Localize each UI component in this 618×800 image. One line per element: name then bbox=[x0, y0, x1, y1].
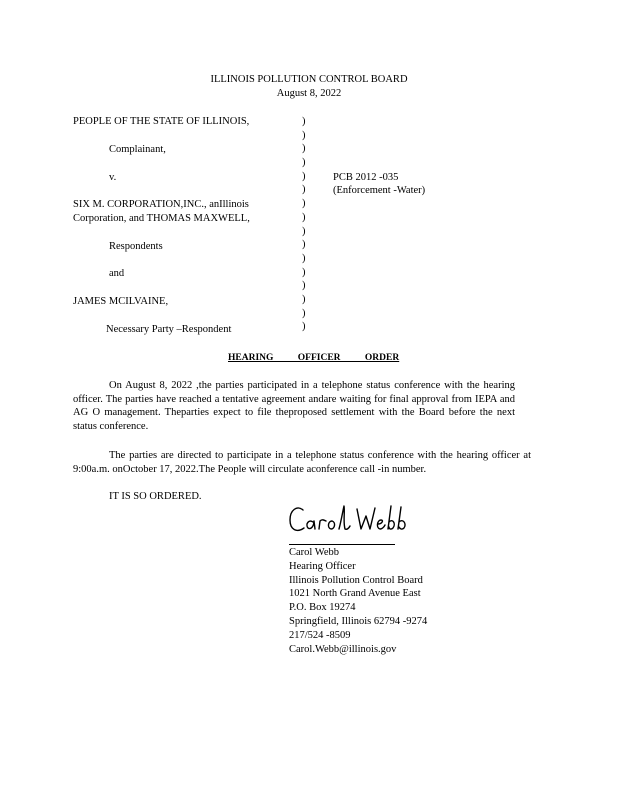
complainant-label: Complainant, bbox=[109, 144, 166, 155]
signer-name: Carol Webb bbox=[289, 547, 339, 558]
third-party-role: Necessary Party –Respondent bbox=[106, 324, 232, 335]
defendant-line-2: Corporation, and THOMAS MAXWELL, bbox=[73, 213, 250, 224]
case-type: (Enforcement -Water) bbox=[333, 185, 426, 196]
signer-po-box: P.O. Box 19274 bbox=[289, 602, 356, 614]
paragraph-2-text: The parties are directed to participate in a telephone status conference with the hearing officer at 9:00a.m. onOctober 17, 2022.The People will circulate aconference call -in number. bbox=[73, 450, 531, 475]
paragraph-2 bbox=[73, 449, 531, 476]
defendant-line-1: SIX M. CORPORATION,INC., anIllinois bbox=[73, 199, 249, 210]
paragraph-1 bbox=[73, 379, 515, 433]
closing-statement: IT IS SO ORDERED. bbox=[109, 491, 202, 502]
third-party-name: JAMES MCILVAINE, bbox=[73, 296, 169, 307]
order-title: HEARING OFFICER ORDER bbox=[228, 353, 400, 363]
signer-email[interactable]: Carol.Webb@illinois.gov bbox=[289, 643, 397, 655]
paragraph-1-text: On August 8, 2022 ,the parties participated in a telephone status conference with the hearing officer. The parties have reached a tentative agreement andare waiting for final approval from IEPA and AG O management. Theparties expect to file theproposed settlement with the Board before the next status conference. bbox=[73, 380, 515, 432]
signature-block bbox=[289, 546, 427, 656]
handwritten-signature bbox=[287, 502, 417, 538]
signer-title: Hearing Officer bbox=[289, 560, 356, 572]
board-name: ILLINOIS POLLUTION CONTROL BOARD bbox=[210, 74, 408, 85]
and-label: and bbox=[109, 268, 125, 279]
order-date: August 8, 2022 bbox=[276, 88, 342, 99]
signer-city: Springfield, Illinois 62794 -9274 bbox=[289, 615, 428, 627]
signer-agency: Illinois Pollution Control Board bbox=[289, 574, 423, 586]
signature-line bbox=[289, 544, 395, 545]
respondents-label: Respondents bbox=[109, 241, 163, 252]
versus-label: v. bbox=[109, 172, 117, 183]
caption-parentheses: ) ) ) ) ) ) ) ) ) ) ) ) ) ) ) ) bbox=[302, 116, 306, 333]
case-number: PCB 2012 -035 bbox=[333, 172, 399, 183]
signer-phone: 217/524 -8509 bbox=[289, 629, 351, 641]
signer-street: 1021 North Grand Avenue East bbox=[289, 588, 421, 600]
handwritten-signature-text: Carol Webb bbox=[287, 536, 292, 537]
plaintiff-name: PEOPLE OF THE STATE OF ILLINOIS, bbox=[73, 116, 250, 127]
